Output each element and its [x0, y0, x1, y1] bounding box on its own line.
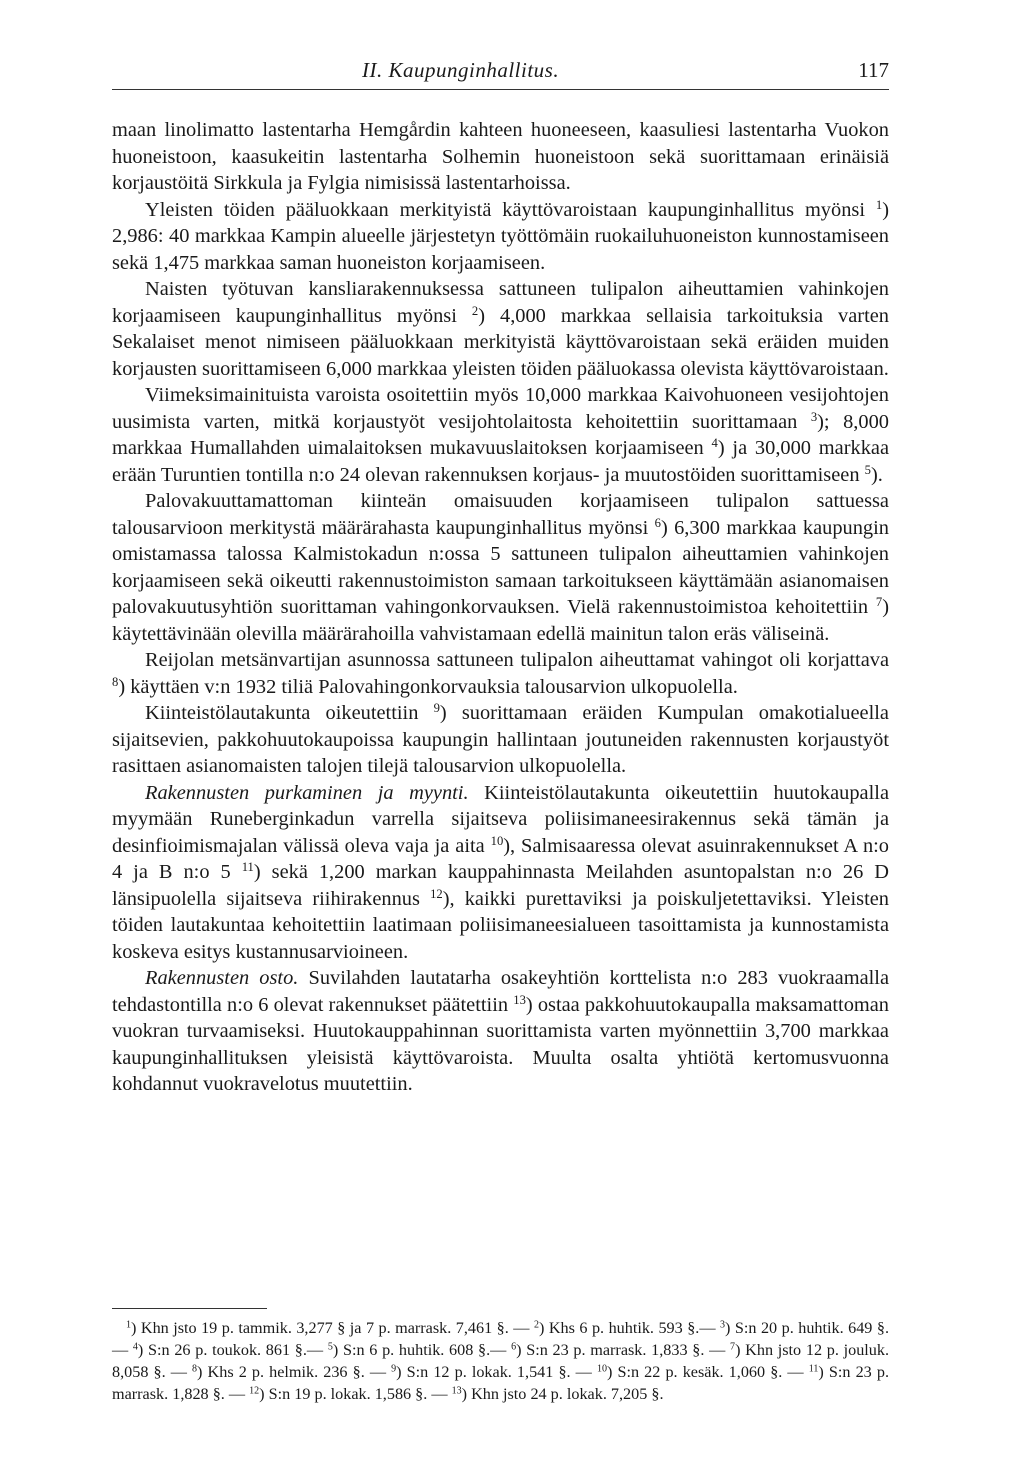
footnotes — [112, 1317, 889, 1405]
paragraph-2: Yleisten töiden pääluokkaan merkityistä käyttövaroistaan kaupunginhallitus myönsi $^1$) 2,986: 40 markkaa Kampin alueelle järjestetyn työttömäin ruokailuhuoneiston kunnostamiseen sekä 1,475 markkaa saman huoneiston korjaamiseen. — [112, 197, 889, 274]
header-rule — [112, 89, 889, 90]
paragraph-8: Rakennusten purkaminen ja myynti. Kiinteistölautakunta oikeutettiin huutokaupalla myymään Runeberginkadun varrella sijaitseva poliisimaneesirakennus sekä tämän ja desinfioimismajalan välissä oleva vaja ja aita $^{10}$), Salmisaaressa olevat asuinrakennukset A n:o 4 ja B n:o 5 $^{11}$) sekä 1,200 markan kauppahinnasta Meilahden asuntopalstan n:o 26 D länsipuolella sijaitseva riihirakennus $^{12}$), kaikki purettaviksi ja poiskuljetettaviksi. Yleisten töiden lautakuntaa kehoitettiin laatimaan poliisimaneesialueen tasoittamista ja kunnostamista koskeva esitys kustannusarvioineen. — [112, 781, 890, 963]
footnote-rule — [112, 1308, 267, 1309]
paragraph-3: Naisten työtuvan kansliarakennuksessa sattuneen tulipalon aiheuttamien vahinkojen korjaamiseen kaupunginhallitus myönsi $^2$) 4,000 markkaa sellaisia tarkoituksia varten Sekalaiset menot nimiseen pääluokkaan merkityistä käyttövaroistaan sekä eräiden muiden korjausten suorittamiseen 6,000 markkaa yleisten töiden pääluokassa olevista käyttövaroistaan. — [112, 278, 889, 380]
footnote-ref: 9 — [433, 701, 440, 716]
paragraph-6: Reijolan metsänvartijan asunnossa sattuneen tulipalon aiheuttamat vahingot oli korjattava $^8$) käyttäen v:n 1932 tiliä Palovahingonkorvauksia talousarvion ulkopuolella. — [112, 649, 889, 698]
footnote-ref: 12 — [430, 886, 443, 901]
chapter-title: II. Kaupunginhallitus. — [362, 58, 560, 82]
paragraph-5: Palovakuuttamattoman kiinteän omaisuuden korjaamiseen tulipalon sattuessa talousarvioon merkitystä määrärahasta kaupunginhallitus myönsi $^6$) 6,300 markkaa kaupungin omistamassa talossa Kalmistokadun n:ossa 5 sattuneen tulipalon aiheuttamien vahinkojen korjaamiseen sekä oikeutti rakennustoimiston samaan tarkoitukseen käyttämään asianomaisen palovakuutusyhtiön suorittaman vahingonkorvauksen. Vielä rakennustoimistoa kehoitettiin $^7$) käytettävinään olevilla määrärahoilla vahvistamaan edellä mainitun talon eräs väliseinä. — [112, 490, 889, 645]
footnote-ref: 11 — [241, 860, 254, 875]
section-heading: Rakennusten purkaminen ja myynti. — [145, 781, 469, 804]
running-header — [112, 58, 889, 90]
footnote-ref: 2 — [471, 303, 479, 318]
footnote-ref: 5 — [864, 462, 871, 477]
footnote-ref: 7 — [875, 595, 883, 610]
footnote-ref: 1 — [875, 197, 883, 212]
footnote-ref: 10 — [490, 833, 504, 848]
footnote-ref: 4 — [711, 436, 718, 451]
body-text — [112, 117, 889, 1098]
paragraph-1: maan linolimatto lastentarha Hemgårdin kahteen huoneeseen, kaasuliesi lastentarha Vuokon huoneistoon, kaasukeitin lastentarha Solhemin huoneistoon sekä suorittamaan erinäisiä korjaustöitä Sirkkula ja Fylgia nimisissä lastentarhoissa. — [112, 119, 889, 194]
page-number: 117 — [858, 58, 889, 82]
paragraph-7: Kiinteistölautakunta oikeutettiin $^9$) suorittamaan eräiden Kumpulan omakotialueella sijaitsevien, pakkohuutokaupoissa kaupungin hallintaan joutuneiden rakennusten korjaustyöt rasittaen asianomaisten talojen tilejä talousarvion ulkopuolella. — [112, 701, 889, 777]
footnote-ref: 13 — [513, 992, 526, 1007]
footnote-ref: 3 — [810, 409, 818, 424]
footnote-list: $^1$) Khn jsto 19 p. tammik. 3,277 § ja 7 p. marrask. 7,461 §. — $^2$) Khs 6 p. huhtik. 593 §.— $^3$) S:n 20 p. huhtik. 649 §.— $^4$) S:n 26 p. toukok. 861 §.— $^5$) S:n 6 p. huhtik. 608 §.— $^6$) S:n 23 p. marrask. 1,833 §. — $^7$) Khn jsto 12 p. jouluk. 8,058 §. — $^8$) Khs 2 p. helmik. 236 §. — $^9$) S:n 12 p. lokak. 1,541 §. — $^{10}$) S:n 22 p. kesäk. 1,060 §. — $^{11}$) S:n 23 p. marrask. 1,828 §. — $^{12}$) S:n 19 p. lokak. 1,586 §. — $^{13}$) Khn jsto 24 p. lokak. 7,205 §. — [112, 1319, 890, 1403]
paragraph-9: Rakennusten osto. Suvilahden lautatarha osakeyhtiön korttelista n:o 283 vuokraamalla tehdastontilla n:o 6 olevat rakennukset päätettiin $^{13}$) ostaa pakkohuutokaupalla maksamattoman vuokran turvaamiseksi. Huutokauppahinnan suorittamista varten myönnettiin 3,700 markkaa kaupunginhallituksen yleisistä käyttövaroista. Muulta osalta yhtiötä kertomusvuonna kohdannut vuokravelotus muutettiin. — [112, 967, 890, 1095]
section-heading: Rakennusten osto. — [145, 967, 299, 989]
footnote-ref: 6 — [654, 515, 661, 530]
footnote-ref: 8 — [112, 674, 119, 689]
paragraph-4: Viimeksimainituista varoista osoitettiin myös 10,000 markkaa Kaivohuoneen vesijohtojen uusimista varten, mitkä korjaustyöt vesijohtolaitosta kehoitettiin suorittamaan $^3$); 8,000 markkaa Humallahden uimalaitoksen mukavuuslaitoksen korjaamiseen $^4$) ja 30,000 markkaa erään Turuntien tontilla n:o 24 olevan rakennuksen korjaus- ja muutostöiden suorittamiseen $^5$). — [112, 384, 889, 486]
